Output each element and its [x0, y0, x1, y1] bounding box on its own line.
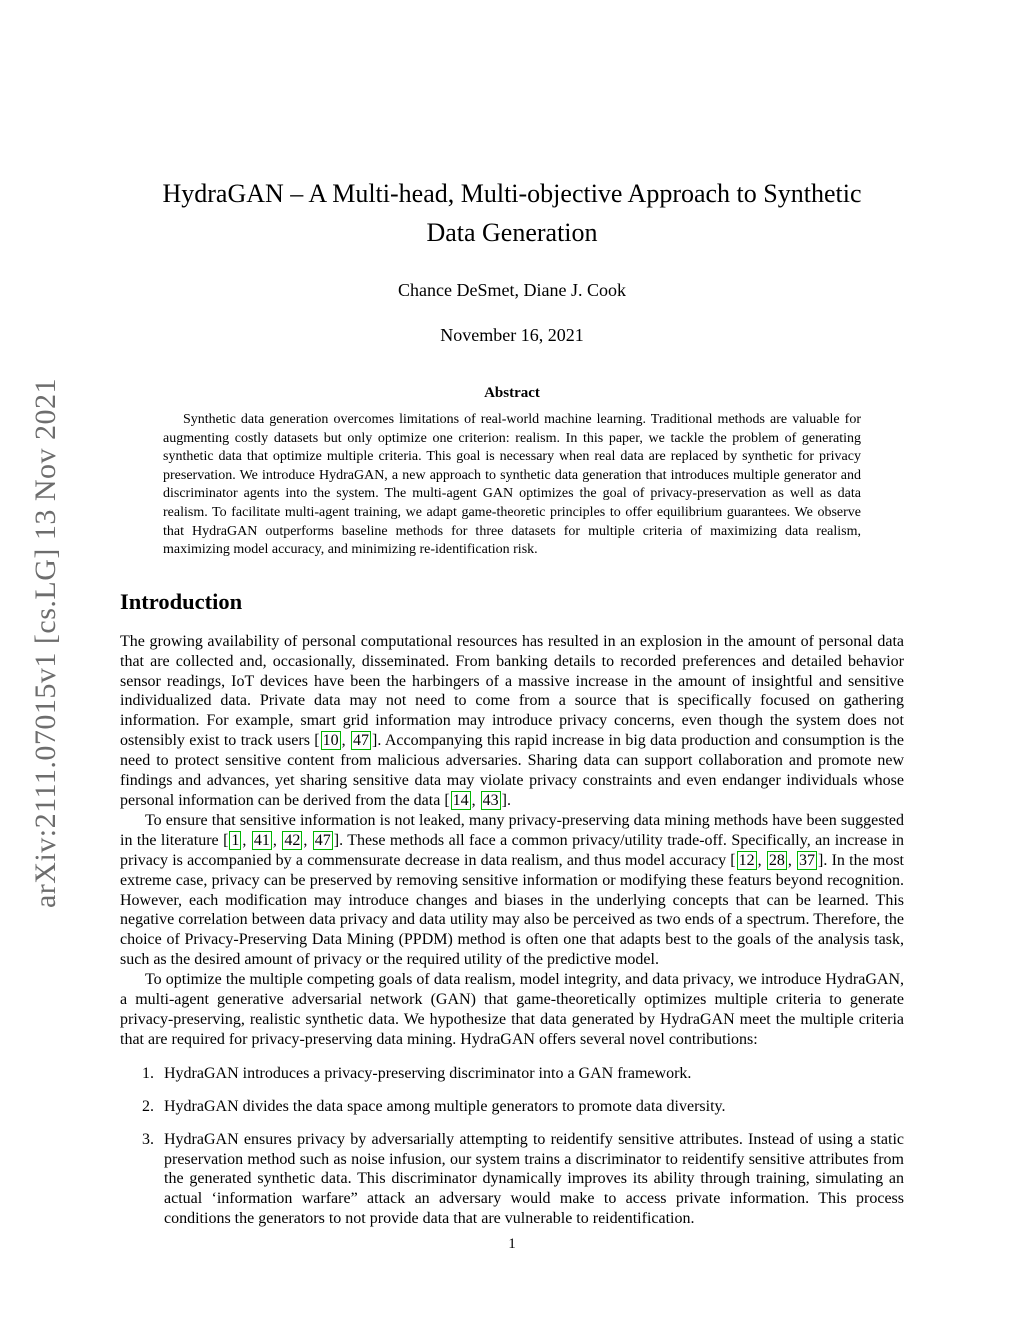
list-item-number: 3.	[142, 1130, 154, 1148]
arxiv-watermark: arXiv:2111.07015v1 [cs.LG] 13 Nov 2021	[29, 377, 62, 909]
paper-authors: Chance DeSmet, Diane J. Cook	[398, 280, 626, 300]
introduction-paragraph-3: To optimize the multiple competing goals of data realism, model integrity, and data privacy, we introduce HydraGAN, a multi-agent generative adversarial network (GAN) that game-theoretically optimizes multiple criteria to generate privacy-preserving, realistic synthetic data. We hypothesize that data generated by HydraGAN meet the multiple criteria that are required for privacy-preserving data mining. HydraGAN offers several novel contributions:	[120, 971, 904, 1048]
citation-link[interactable]: 37	[799, 851, 816, 869]
citation-link[interactable]: 47	[314, 831, 331, 849]
list-item-number: 2.	[142, 1097, 154, 1115]
introduction-heading: Introduction	[120, 588, 243, 614]
list-item-text: HydraGAN ensures privacy by adversarially attempting to reidentify sensitive attributes. Instead of using a static preservation method such as noise infusion, our system trains a discriminator to reidentify sensitive attributes from the generated synthetic data. This discriminator dynamically improves its ability through training, simulating an actual ‘information warfare” attack an adversary would make to access private information. This process conditions the generators to not provide data that are vulnerable to reidentification.	[164, 1130, 904, 1228]
abstract-heading: Abstract	[484, 385, 540, 401]
citation-link[interactable]: 10	[322, 732, 339, 750]
introduction-paragraph-1: The growing availability of personal computational resources has resulted in an explosion in the amount of personal data that are collected and, occasionally, disseminated. From banking details to recorded preferences and detailed behavior sensor readings, IoT devices have been the harbingers of a massive increase in the amount of insightful and sensitive individualized data. Private data may not need to come from a source that is specifically focused on gathering information. For example, smart grid information may introduce privacy concerns, even though the system does not ostensibly exist to track users [ 10 , 47 ]. Accompanying this rapid increase in big data production and consumption is the need to protect sensitive content from malicious adversaries. Sharing data can support collaboration and promote new findings and advances, yet sharing sensitive data may violate privacy constraints and even endanger individuals whose personal information can be derived from the data [ 14 , 43 ].	[120, 632, 905, 809]
citation-link[interactable]: 14	[452, 792, 469, 809]
citation-link[interactable]: 1	[231, 831, 240, 849]
list-item	[120, 1097, 904, 1117]
list-item	[120, 1064, 904, 1084]
citation-link[interactable]: 41	[253, 831, 270, 849]
list-item-number: 1.	[142, 1064, 154, 1082]
citation-link[interactable]: 12	[738, 851, 755, 869]
abstract-body: Synthetic data generation overcomes limitations of real-world machine learning. Traditional methods are valuable for augmenting costly datasets but only optimize one criterion: realism. In this paper, we tackle the problem of generating synthetic data that optimize multiple criteria. This goal is necessary when real data are replaced by synthetic for privacy preservation. We introduce HydraGAN, a new approach to synthetic data generation that introduces multiple generator and discriminator agents into the system. The multi-agent GAN optimizes the goal of privacy-preservation as well as data realism. To facilitate multi-agent training, we adapt game-theoretic principles to offer equilibrium guarantees. We observe that HydraGAN outperforms baseline methods for three datasets for multiple criteria of maximizing data realism, maximizing model accuracy, and minimizing re-identification risk.	[163, 412, 861, 558]
paper-content	[120, 0, 904, 1229]
paper-date: November 16, 2021	[440, 325, 584, 345]
introduction-body	[120, 632, 904, 1050]
contributions-list	[120, 1064, 904, 1229]
list-item-text: HydraGAN introduces a privacy-preserving discriminator into a GAN framework.	[164, 1064, 692, 1082]
citation-link[interactable]: 43	[482, 792, 499, 809]
paper-title	[120, 174, 904, 252]
paper-title-line-2: Data Generation	[426, 218, 598, 247]
list-item	[120, 1130, 904, 1230]
citation-link[interactable]: 28	[768, 851, 785, 869]
paper-title-line-1: HydraGAN – A Multi-head, Multi-objective Approach to Synthetic	[162, 179, 862, 208]
abstract-section	[163, 385, 861, 560]
citation-link[interactable]: 47	[353, 732, 370, 750]
list-item-text: HydraGAN divides the data space among multiple generators to promote data diversity.	[164, 1097, 726, 1115]
page-number: 1	[508, 1236, 516, 1252]
citation-link[interactable]: 42	[284, 831, 301, 849]
introduction-paragraph-2: To ensure that sensitive information is not leaked, many privacy-preserving data mining methods have been suggested in the literature [ 1 , 41 , 42 , 47 ]. These methods all face a common privacy/utility trade-off. Specifically, an increase in privacy is accompanied by a commensurate decrease in data realism, and thus model accuracy [ 12 , 28 , 37 ]. In the most extreme case, privacy can be preserved by removing sensitive information or modifying these featurs beyond recognition. However, each modification may introduce changes and biases in the underlying concepts that can be learned. This negative correlation between data privacy and data utility may also be perceived as two ends of a spectrum. Therefore, the choice of Privacy-Preserving Data Mining (PPDM) method is often one that adapts best to the goals of the analysis task, such as the desired amount of privacy or the required utility of the predictive model.	[120, 811, 905, 969]
